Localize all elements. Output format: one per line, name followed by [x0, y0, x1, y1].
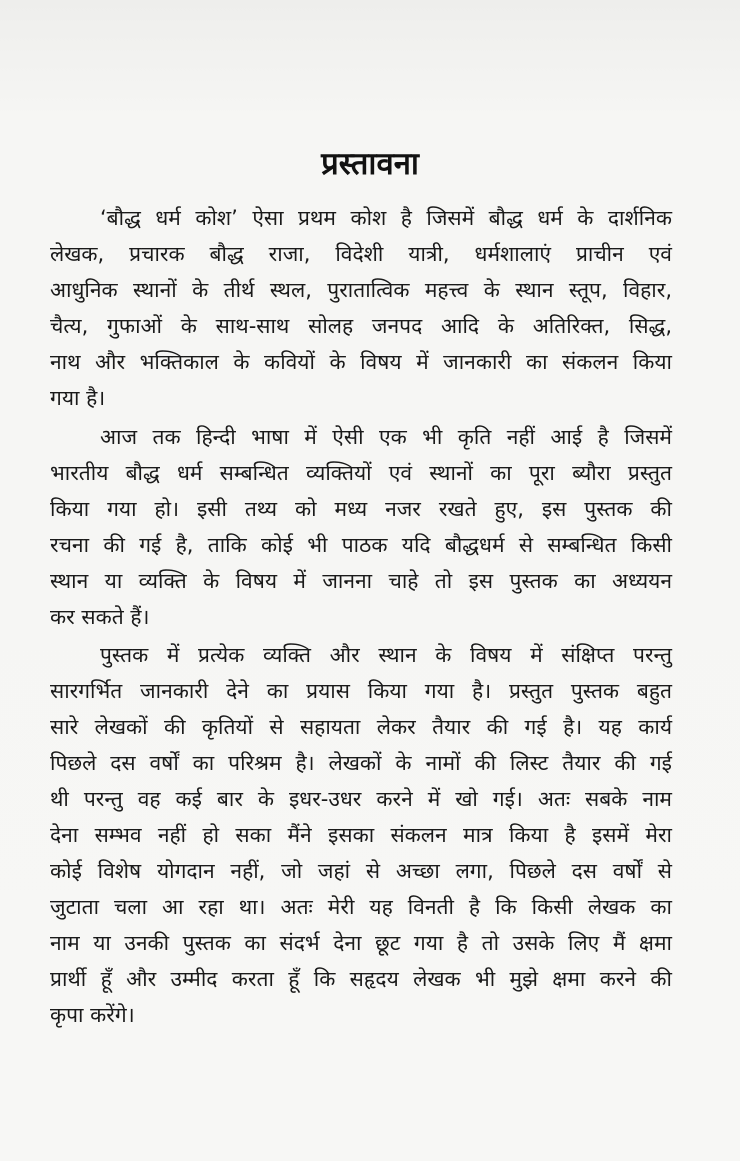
- text-line: किया गया हो। इसी तथ्य को मध्य नजर रखते हुए, इस पुस्तक की: [50, 497, 672, 521]
- text-line: कृपा करेंगे।: [50, 1003, 135, 1027]
- text-line: सारे लेखकों की कृतियों से सहायता लेकर तैयार की गई है। यह कार्य: [50, 715, 672, 739]
- text-line: आज तक हिन्दी भाषा में ऐसी एक भी कृति नहीं आई है जिसमें: [100, 425, 672, 449]
- text-line: पिछले दस वर्षों का परिश्रम है। लेखकों के नामों की लिस्ट तैयार की गई: [50, 751, 672, 775]
- text-line: कर सकते हैं।: [50, 605, 150, 629]
- text-line: कोई विशेष योगदान नहीं, जो जहां से अच्छा लगा, पिछले दस वर्षों से: [50, 859, 672, 883]
- text-line: नाथ और भक्तिकाल के कवियों के विषय में जानकारी का संकलन किया: [50, 350, 672, 374]
- text-line: प्रार्थी हूँ और उम्मीद करता हूँ कि सहृदय लेखक भी मुझे क्षमा करने की: [50, 967, 672, 991]
- text-line: ‘बौद्ध धर्म कोश’ ऐसा प्रथम कोश है जिसमें बौद्ध धर्म के दार्शनिक: [100, 206, 672, 230]
- text-line: जुटाता चला आ रहा था। अतः मेरी यह विनती है कि किसी लेखक का: [50, 895, 672, 919]
- text-line: लेखक, प्रचारक बौद्ध राजा, विदेशी यात्री, धर्मशालाएं प्राचीन एवं: [50, 242, 672, 266]
- paragraph-1: [50, 200, 672, 416]
- text-line: चैत्य, गुफाओं के साथ-साथ सोलह जनपद आदि के अतिरिक्त, सिद्ध,: [50, 314, 672, 338]
- text-line: गया है।: [50, 386, 106, 410]
- text-line: स्थान या व्यक्ति के विषय में जानना चाहे तो इस पुस्तक का अध्ययन: [50, 569, 672, 593]
- paragraph-3: [50, 637, 672, 1033]
- text-line: आधुनिक स्थानों के तीर्थ स्थल, पुरातात्विक महत्त्व के स्थान स्तूप, विहार,: [50, 278, 672, 302]
- text-line: देना सम्भव नहीं हो सका मैंने इसका संकलन मात्र किया है इसमें मेरा: [50, 823, 672, 847]
- page-title: प्रस्तावना: [321, 146, 419, 182]
- text-line: भारतीय बौद्ध धर्म सम्बन्धित व्यक्तियों एवं स्थानों का पूरा ब्यौरा प्रस्तुत: [50, 461, 672, 485]
- paragraph-2: [50, 419, 672, 635]
- text-line: रचना की गई है, ताकि कोई भी पाठक यदि बौद्धधर्म से सम्बन्धित किसी: [50, 533, 672, 557]
- text-line: सारगर्भित जानकारी देने का प्रयास किया गया है। प्रस्तुत पुस्तक बहुत: [50, 679, 672, 703]
- text-line: नाम या उनकी पुस्तक का संदर्भ देना छूट गया है तो उसके लिए मैं क्षमा: [50, 931, 672, 955]
- text-line: पुस्तक में प्रत्येक व्यक्ति और स्थान के विषय में संक्षिप्त परन्तु: [100, 643, 672, 667]
- text-line: थी परन्तु वह कई बार के इधर-उधर करने में खो गई। अतः सबके नाम: [50, 787, 672, 811]
